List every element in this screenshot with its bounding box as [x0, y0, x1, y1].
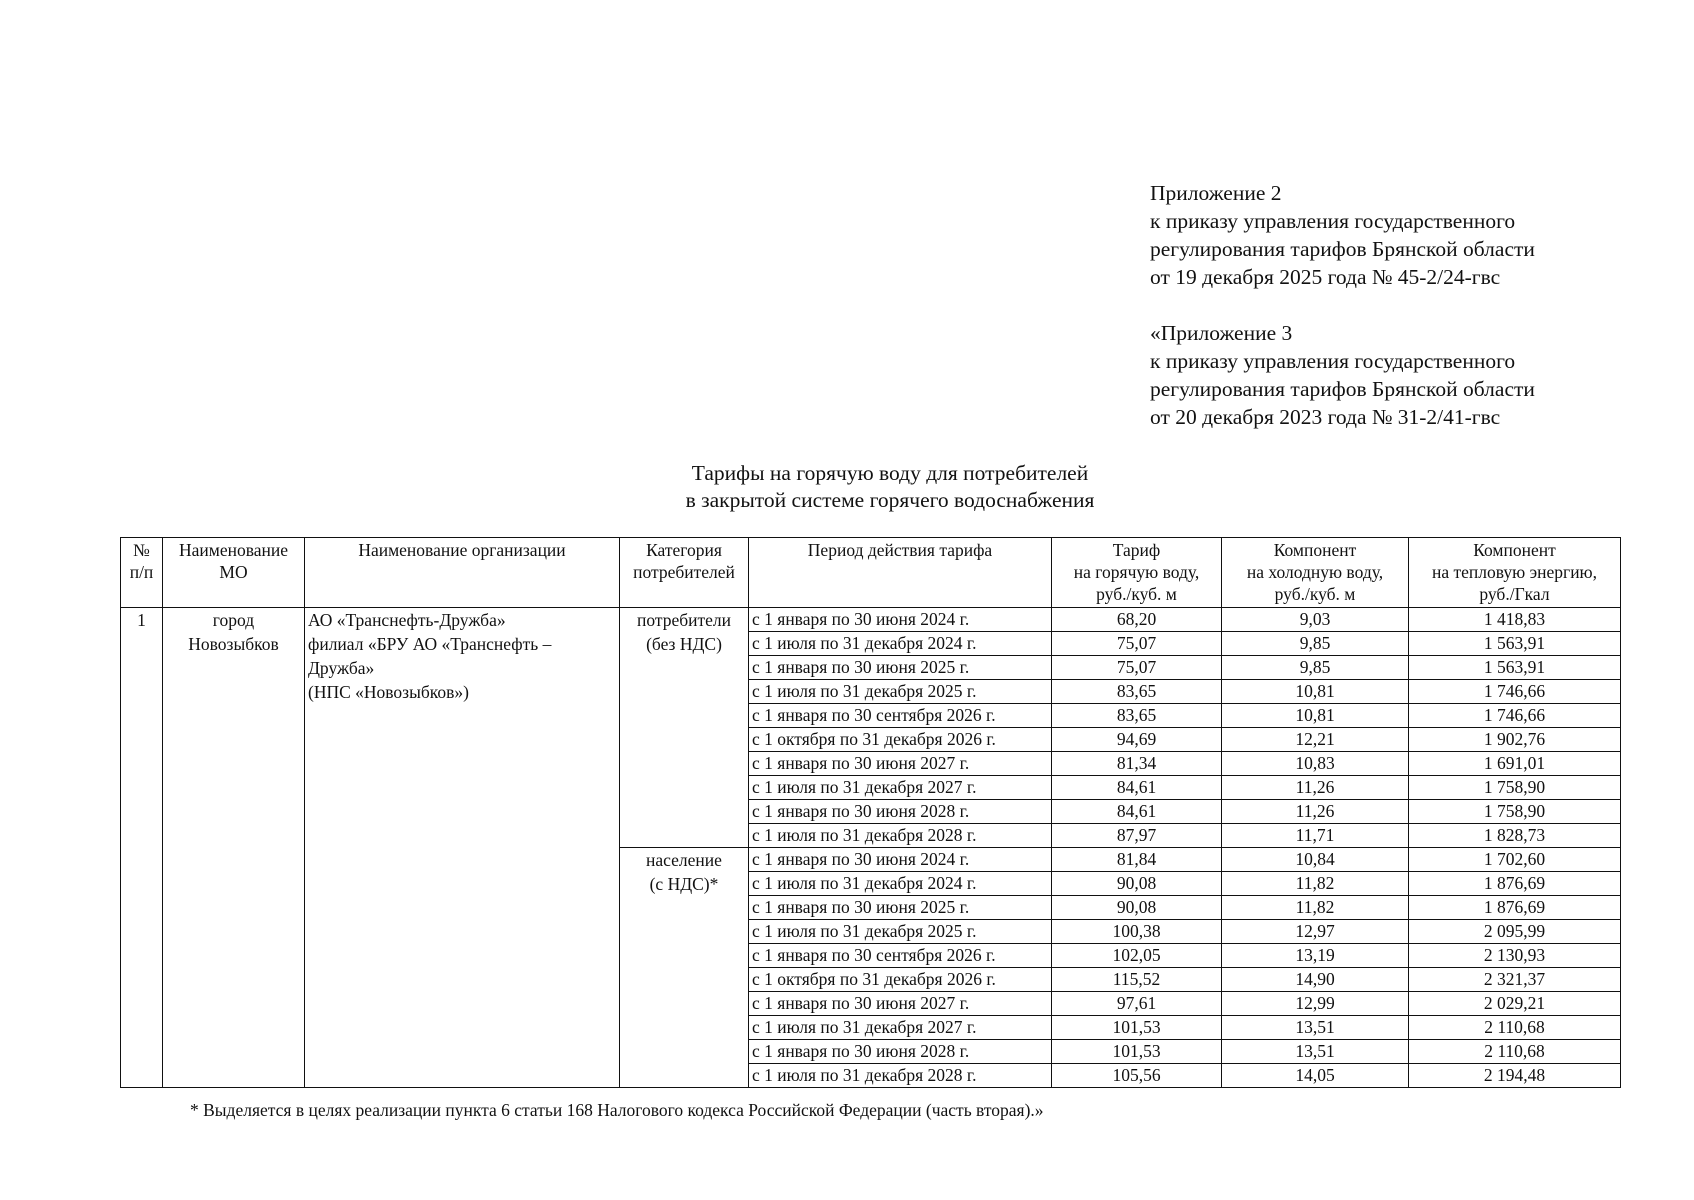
period-cell: с 1 января по 30 июня 2025 г. [749, 896, 1052, 920]
tariff-cell: 90,08 [1052, 896, 1222, 920]
heat-component-cell: 1 902,76 [1409, 728, 1621, 752]
header-num [121, 538, 163, 608]
organization-line: (НПС «Новозыбков») [308, 682, 469, 702]
period-cell: с 1 января по 30 июня 2027 г. [749, 992, 1052, 1016]
header-line: на холодную воду, [1246, 562, 1384, 582]
tariff-cell: 97,61 [1052, 992, 1222, 1016]
period-cell: с 1 июля по 31 декабря 2027 г. [749, 776, 1052, 800]
organization-line: АО «Транснефть-Дружба» [308, 610, 506, 630]
organization-line: Дружба» [308, 658, 375, 678]
cold-component-cell: 11,82 [1222, 872, 1409, 896]
header-line: Наименование [178, 540, 289, 560]
tariff-cell: 84,61 [1052, 776, 1222, 800]
cold-component-cell: 13,19 [1222, 944, 1409, 968]
tariff-cell: 101,53 [1052, 1040, 1222, 1064]
header-line: руб./куб. м [1096, 584, 1177, 604]
header-line: руб./Гкал [1479, 584, 1550, 604]
cold-component-cell: 9,03 [1222, 608, 1409, 632]
title-line: в закрытой системе горячего водоснабжения [685, 488, 1095, 512]
header-cold-component [1222, 538, 1409, 608]
category-cell [620, 608, 749, 848]
tariff-table [120, 537, 1621, 1088]
municipality-cell [163, 608, 305, 1088]
header-line: руб./куб. м [1274, 584, 1356, 604]
tariff-cell: 105,56 [1052, 1064, 1222, 1088]
heat-component-cell: 1 828,73 [1409, 824, 1621, 848]
heat-component-cell: 2 029,21 [1409, 992, 1621, 1016]
period-cell: с 1 января по 30 июня 2028 г. [749, 800, 1052, 824]
category-line: (без НДС) [646, 634, 722, 654]
appendix-line: регулирования тарифов Брянской области [1150, 377, 1535, 401]
tariff-cell: 100,38 [1052, 920, 1222, 944]
period-cell: с 1 января по 30 июня 2024 г. [749, 608, 1052, 632]
document-title [0, 460, 1694, 514]
heat-component-cell: 1 746,66 [1409, 680, 1621, 704]
header-line: на тепловую энергию, [1431, 562, 1598, 582]
cold-component-cell: 10,84 [1222, 848, 1409, 872]
appendix-line: Приложение 2 [1150, 181, 1282, 205]
heat-component-cell: 1 418,83 [1409, 608, 1621, 632]
municipality-line: Новозыбков [188, 634, 279, 654]
cold-component-cell: 13,51 [1222, 1040, 1409, 1064]
header-line: Наименование организации [358, 540, 566, 560]
heat-component-cell: 2 130,93 [1409, 944, 1621, 968]
appendix-line: к приказу управления государственного [1150, 349, 1516, 373]
period-cell: с 1 июля по 31 декабря 2024 г. [749, 632, 1052, 656]
period-cell: с 1 января по 30 июня 2025 г. [749, 656, 1052, 680]
heat-component-cell: 1 758,90 [1409, 776, 1621, 800]
appendix-line: к приказу управления государственного [1150, 209, 1516, 233]
cold-component-cell: 10,81 [1222, 680, 1409, 704]
period-cell: с 1 января по 30 сентября 2026 г. [749, 944, 1052, 968]
appendix-header-old [1150, 319, 1535, 431]
tariff-cell: 84,61 [1052, 800, 1222, 824]
heat-component-cell: 2 194,48 [1409, 1064, 1621, 1088]
heat-component-cell: 1 563,91 [1409, 656, 1621, 680]
cold-component-cell: 11,82 [1222, 896, 1409, 920]
organization-line: филиал «БРУ АО «Транснефть – [308, 634, 552, 654]
tariff-cell: 83,65 [1052, 704, 1222, 728]
header-line: на горячую воду, [1073, 562, 1200, 582]
tariff-cell: 102,05 [1052, 944, 1222, 968]
tariff-cell: 94,69 [1052, 728, 1222, 752]
heat-component-cell: 1 876,69 [1409, 872, 1621, 896]
table-body [121, 608, 1621, 1088]
period-cell: с 1 июля по 31 декабря 2028 г. [749, 824, 1052, 848]
footnote: * Выделяется в целях реализации пункта 6 статьи 168 Налогового кодекса Российской Федерации (часть вторая).» [190, 1100, 1044, 1120]
header-line: МО [219, 562, 248, 582]
cold-component-cell: 12,99 [1222, 992, 1409, 1016]
header-period [749, 538, 1052, 608]
period-cell: с 1 января по 30 сентября 2026 г. [749, 704, 1052, 728]
category-line: (с НДС)* [649, 874, 719, 894]
table-row [121, 608, 1621, 632]
header-category [620, 538, 749, 608]
category-line: население [646, 850, 722, 870]
cold-component-cell: 11,26 [1222, 800, 1409, 824]
period-cell: с 1 января по 30 июня 2027 г. [749, 752, 1052, 776]
tariff-cell: 90,08 [1052, 872, 1222, 896]
cold-component-cell: 11,71 [1222, 824, 1409, 848]
tariff-cell: 75,07 [1052, 656, 1222, 680]
heat-component-cell: 2 110,68 [1409, 1040, 1621, 1064]
municipality-line: город [212, 610, 255, 630]
cold-component-cell: 10,81 [1222, 704, 1409, 728]
cold-component-cell: 14,05 [1222, 1064, 1409, 1088]
heat-component-cell: 1 746,66 [1409, 704, 1621, 728]
tariff-cell: 81,84 [1052, 848, 1222, 872]
header-tariff [1052, 538, 1222, 608]
heat-component-cell: 1 563,91 [1409, 632, 1621, 656]
header-line: Период действия тарифа [807, 540, 993, 560]
table-header-row [121, 538, 1621, 608]
appendix-line: регулирования тарифов Брянской области [1150, 237, 1535, 261]
heat-component-cell: 1 758,90 [1409, 800, 1621, 824]
header-line: п/п [129, 562, 154, 582]
period-cell: с 1 июля по 31 декабря 2028 г. [749, 1064, 1052, 1088]
header-heat-component [1409, 538, 1621, 608]
appendix-line: «Приложение 3 [1150, 321, 1293, 345]
category-cell [620, 848, 749, 1088]
cold-component-cell: 11,26 [1222, 776, 1409, 800]
cold-component-cell: 14,90 [1222, 968, 1409, 992]
period-cell: с 1 октября по 31 декабря 2026 г. [749, 728, 1052, 752]
period-cell: с 1 января по 30 июня 2028 г. [749, 1040, 1052, 1064]
header-line: № [133, 540, 150, 560]
cold-component-cell: 10,83 [1222, 752, 1409, 776]
cold-component-cell: 12,97 [1222, 920, 1409, 944]
period-cell: с 1 октября по 31 декабря 2026 г. [749, 968, 1052, 992]
tariff-cell: 68,20 [1052, 608, 1222, 632]
appendix-line: от 19 декабря 2025 года № 45-2/24-гвс [1150, 265, 1501, 289]
title-line: Тарифы на горячую воду для потребителей [691, 461, 1089, 485]
tariff-cell: 83,65 [1052, 680, 1222, 704]
appendix-line: от 20 декабря 2023 года № 31-2/41-гвс [1150, 405, 1501, 429]
cold-component-cell: 12,21 [1222, 728, 1409, 752]
heat-component-cell: 1 876,69 [1409, 896, 1621, 920]
tariff-cell: 75,07 [1052, 632, 1222, 656]
period-cell: с 1 июля по 31 декабря 2027 г. [749, 1016, 1052, 1040]
header-mo [163, 538, 305, 608]
heat-component-cell: 1 702,60 [1409, 848, 1621, 872]
header-line: Категория [646, 540, 722, 560]
header-org [305, 538, 620, 608]
period-cell: с 1 июля по 31 декабря 2025 г. [749, 680, 1052, 704]
period-cell: с 1 июля по 31 декабря 2025 г. [749, 920, 1052, 944]
tariff-cell: 115,52 [1052, 968, 1222, 992]
cold-component-cell: 9,85 [1222, 656, 1409, 680]
cold-component-cell: 13,51 [1222, 1016, 1409, 1040]
header-line: потребителей [633, 562, 735, 582]
heat-component-cell: 1 691,01 [1409, 752, 1621, 776]
period-cell: с 1 января по 30 июня 2024 г. [749, 848, 1052, 872]
organization-cell [305, 608, 620, 1088]
header-line: Тариф [1112, 540, 1161, 560]
header-line: Компонент [1473, 540, 1556, 560]
tariff-cell: 81,34 [1052, 752, 1222, 776]
heat-component-cell: 2 095,99 [1409, 920, 1621, 944]
heat-component-cell: 2 321,37 [1409, 968, 1621, 992]
row-number-cell: 1 [121, 608, 163, 1088]
appendix-header-new [1150, 179, 1535, 291]
header-line: Компонент [1273, 540, 1357, 560]
heat-component-cell: 2 110,68 [1409, 1016, 1621, 1040]
tariff-cell: 87,97 [1052, 824, 1222, 848]
tariff-cell: 101,53 [1052, 1016, 1222, 1040]
cold-component-cell: 9,85 [1222, 632, 1409, 656]
category-line: потребители [636, 610, 732, 630]
period-cell: с 1 июля по 31 декабря 2024 г. [749, 872, 1052, 896]
